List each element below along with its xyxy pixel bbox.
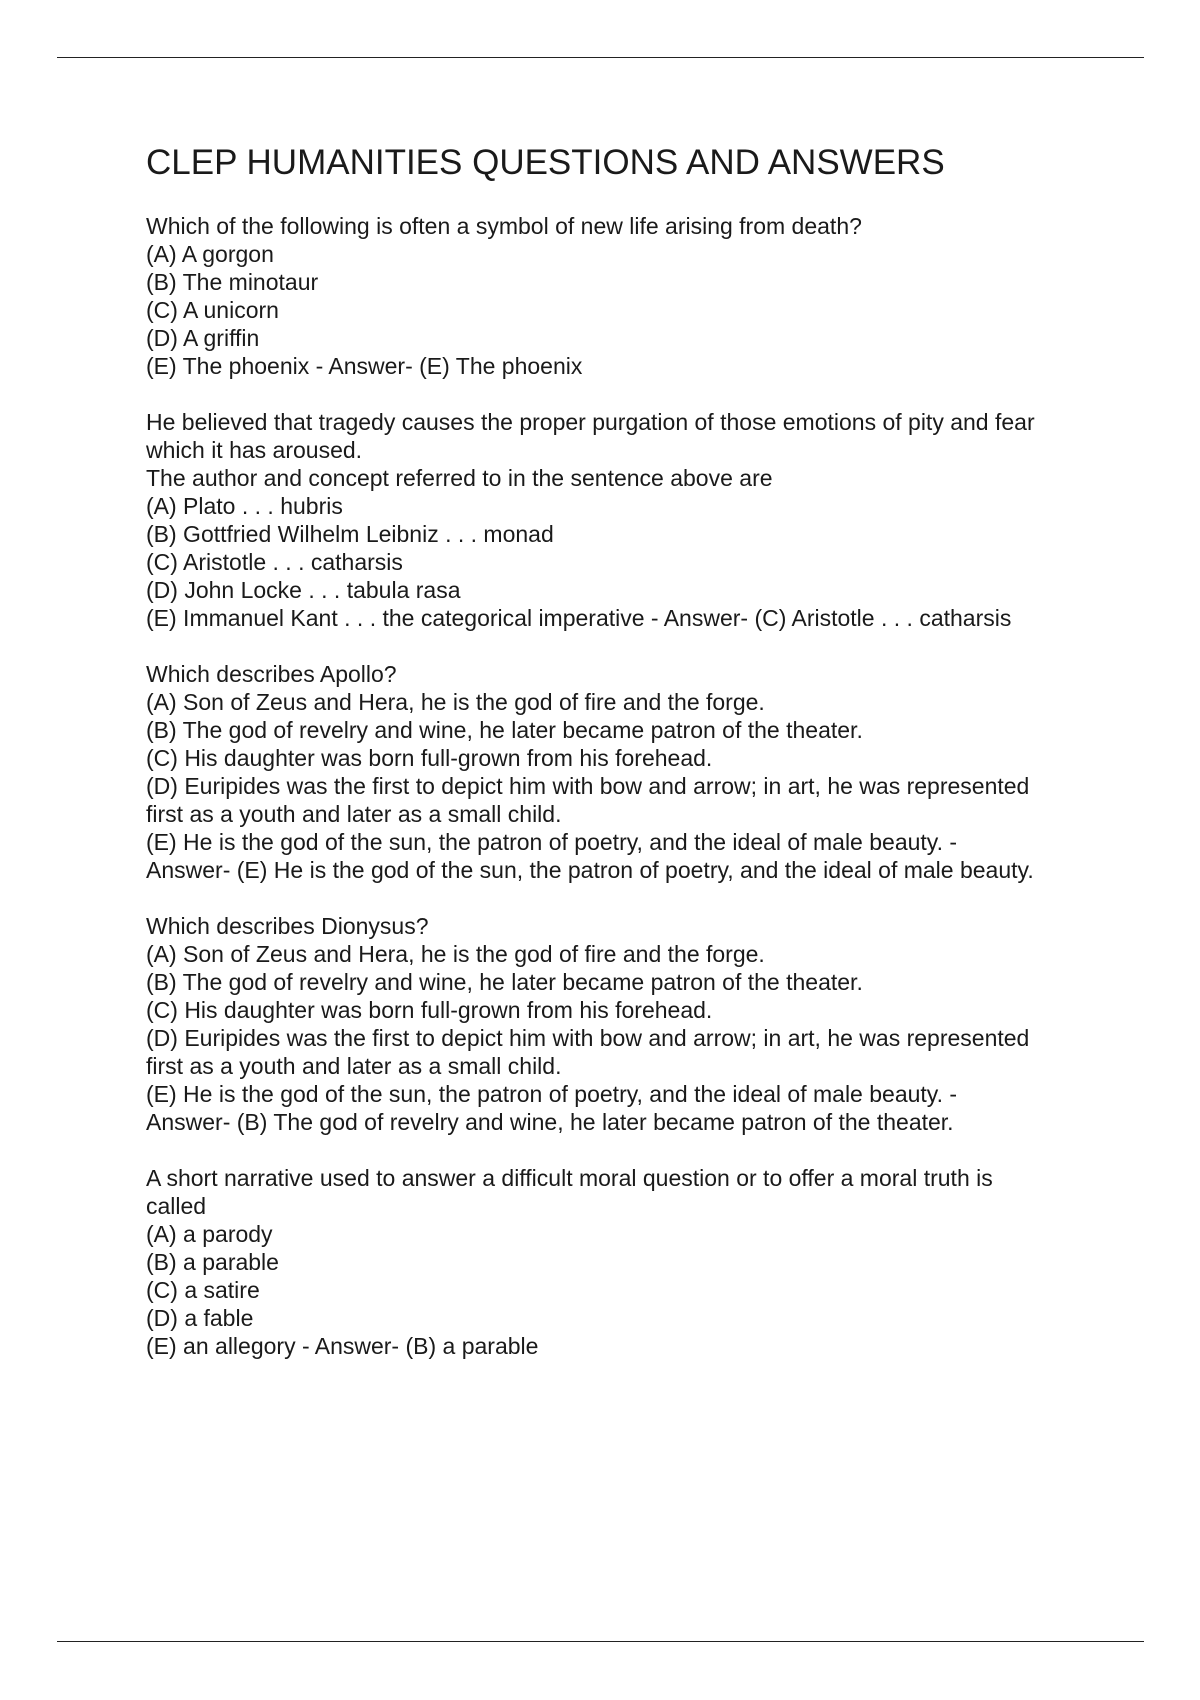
option-d: (D) John Locke . . . tabula rasa (146, 577, 461, 603)
question-text: Which describes Apollo? (146, 661, 397, 687)
option-d: (D) A griffin (146, 325, 260, 351)
answer: Answer- (B) The god of revelry and wine, he later became patron of the theater. (146, 1109, 954, 1135)
option-b: (B) The minotaur (146, 269, 319, 295)
bottom-rule (57, 1641, 1144, 1642)
question-1 (146, 212, 1146, 380)
option-a: (A) a parody (146, 1221, 273, 1247)
question-text-continued: which it has aroused. (146, 437, 363, 463)
option-d-continued: first as a youth and later as a small child. (146, 801, 562, 827)
question-prompt: The author and concept referred to in the sentence above are (146, 465, 773, 491)
option-d: (D) Euripides was the first to depict him with bow and arrow; in art, he was represented (146, 1025, 1030, 1051)
question-4 (146, 912, 1146, 1136)
option-a: (A) Plato . . . hubris (146, 493, 343, 519)
answer: Answer- (E) He is the god of the sun, the patron of poetry, and the ideal of male beauty. (146, 857, 1034, 883)
option-d-continued: first as a youth and later as a small child. (146, 1053, 562, 1079)
option-d: (D) a fable (146, 1305, 254, 1331)
option-b: (B) The god of revelry and wine, he later became patron of the theater. (146, 969, 863, 995)
option-c: (C) Aristotle . . . catharsis (146, 549, 403, 575)
option-d: (D) Euripides was the first to depict him with bow and arrow; in art, he was represented (146, 773, 1030, 799)
option-e: (E) He is the god of the sun, the patron of poetry, and the ideal of male beauty. - (146, 829, 958, 855)
question-3 (146, 660, 1146, 884)
top-rule (57, 57, 1144, 58)
option-a: (A) A gorgon (146, 241, 274, 267)
option-c: (C) A unicorn (146, 297, 279, 323)
option-c: (C) a satire (146, 1277, 260, 1303)
option-b: (B) a parable (146, 1249, 279, 1275)
option-e: (E) He is the god of the sun, the patron of poetry, and the ideal of male beauty. - (146, 1081, 958, 1107)
question-text: A short narrative used to answer a difficult moral question or to offer a moral truth is (146, 1165, 993, 1191)
option-c: (C) His daughter was born full-grown from his forehead. (146, 745, 713, 771)
question-text: He believed that tragedy causes the proper purgation of those emotions of pity and fear (146, 409, 1035, 435)
option-e-answer: (E) an allegory - Answer- (B) a parable (146, 1333, 539, 1359)
option-b: (B) The god of revelry and wine, he later became patron of the theater. (146, 717, 863, 743)
option-e-answer: (E) The phoenix - Answer- (E) The phoenix (146, 353, 583, 379)
question-5 (146, 1164, 1146, 1360)
question-text: Which of the following is often a symbol of new life arising from death? (146, 213, 862, 239)
question-text-continued: called (146, 1193, 207, 1219)
question-2 (146, 408, 1146, 632)
option-a: (A) Son of Zeus and Hera, he is the god of fire and the forge. (146, 941, 765, 967)
option-b: (B) Gottfried Wilhelm Leibniz . . . monad (146, 521, 554, 547)
option-c: (C) His daughter was born full-grown from his forehead. (146, 997, 713, 1023)
option-a: (A) Son of Zeus and Hera, he is the god of fire and the forge. (146, 689, 765, 715)
page-title: CLEP HUMANITIES QUESTIONS AND ANSWERS (146, 143, 945, 182)
document-body (146, 140, 1146, 1388)
option-e-answer: (E) Immanuel Kant . . . the categorical imperative - Answer- (C) Aristotle . . . catharsis (146, 605, 1012, 631)
question-text: Which describes Dionysus? (146, 913, 429, 939)
